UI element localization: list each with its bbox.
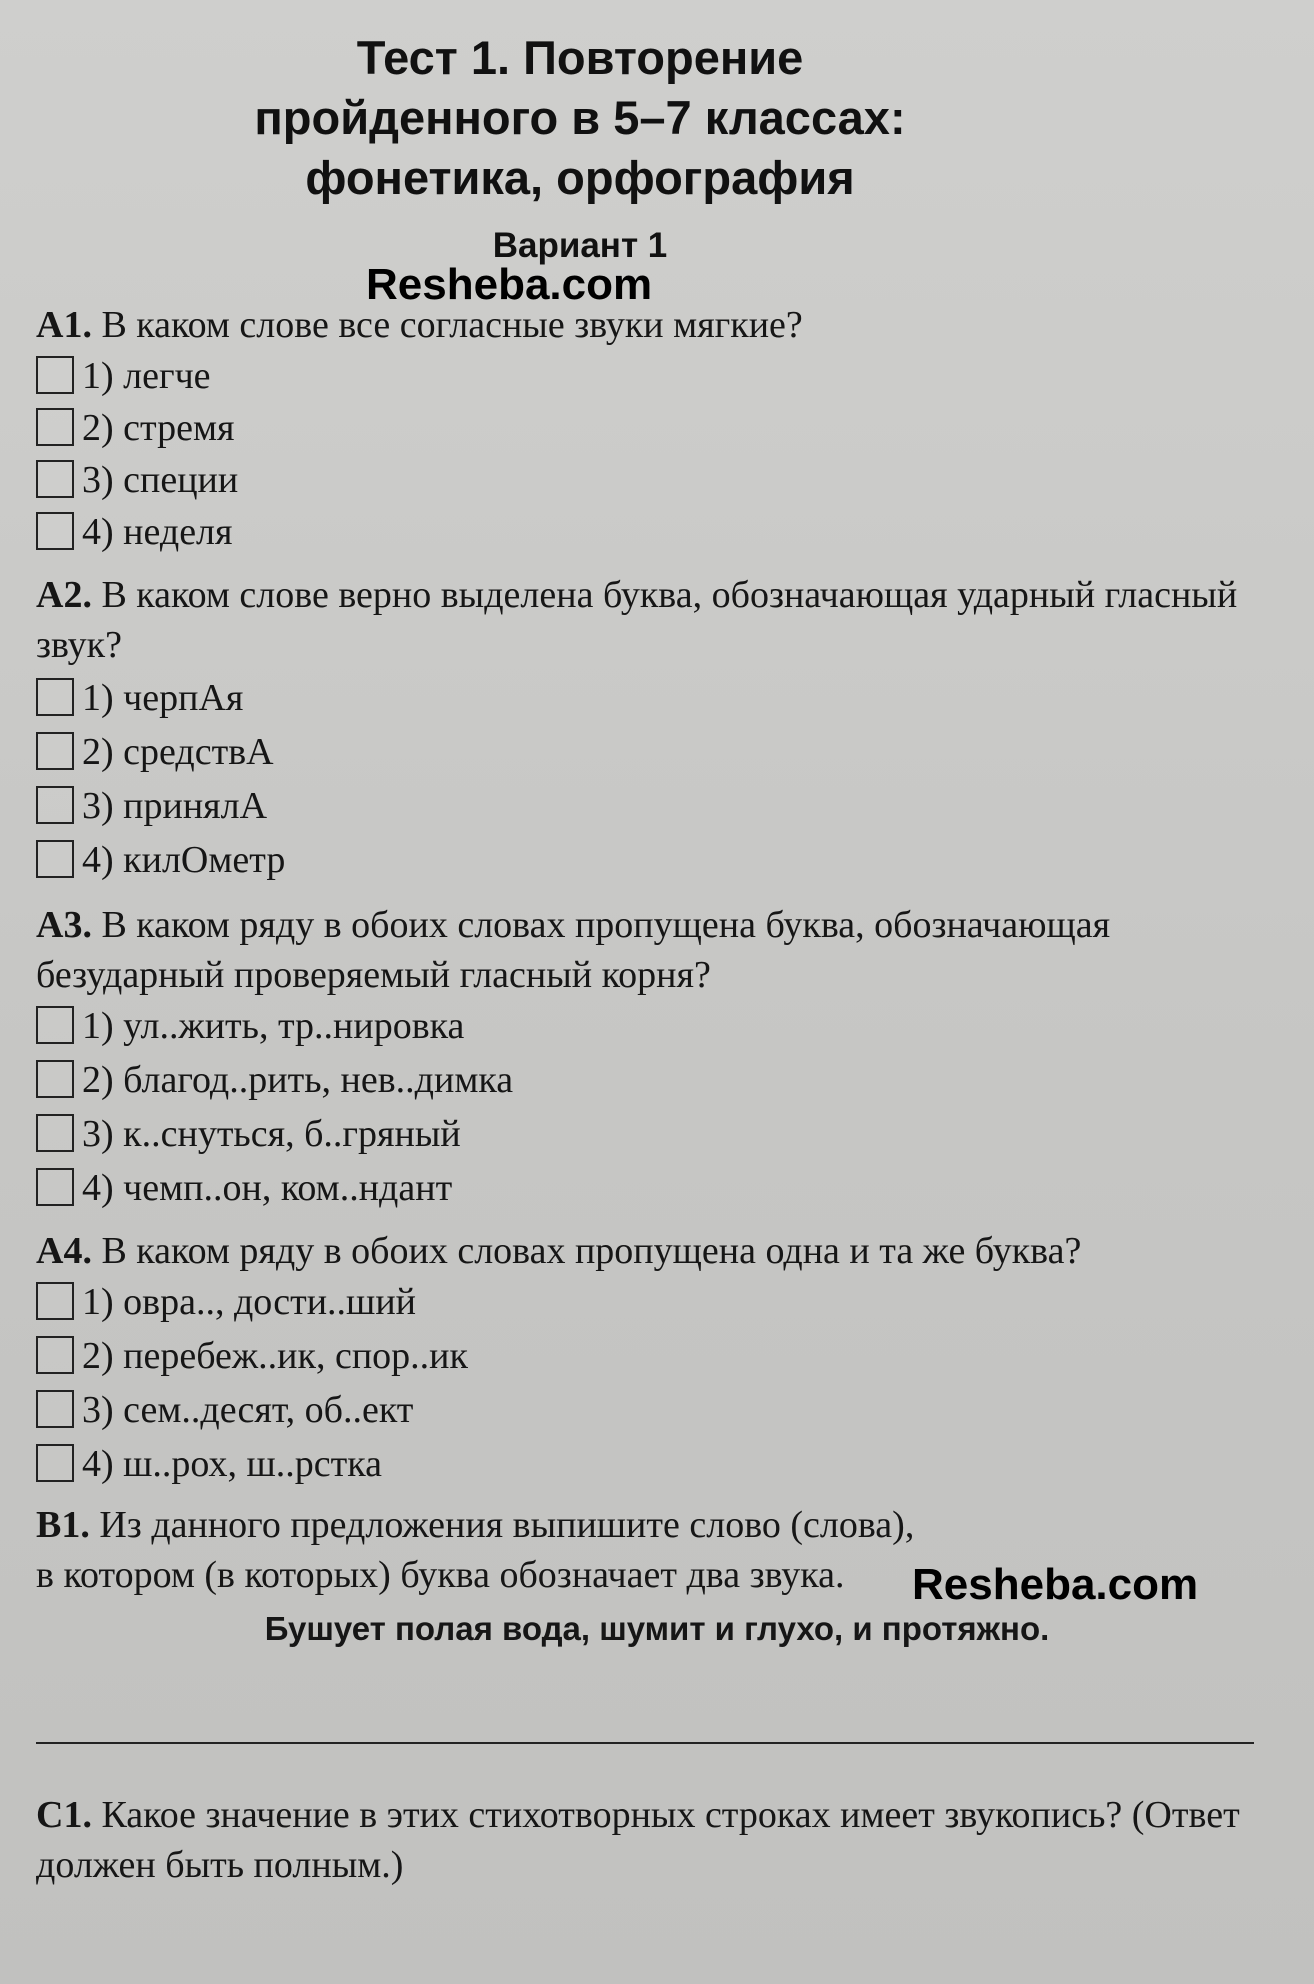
option-label: 3) к..снуться, б..гряный [82,1113,461,1155]
option-a4-1[interactable] [36,1280,416,1324]
option-label: 4) ш..рох, ш..рстка [82,1443,382,1485]
question-b1 [36,1500,916,1600]
option-label: 1) ул..жить, тр..нировка [82,1005,465,1047]
question-c1 [36,1790,1261,1890]
option-label: 2) средствА [82,731,274,773]
question-text: Из данного предложения выпишите слово (слова), в котором (в которых) буква обозначает два звука. [36,1504,915,1596]
option-label: 2) перебеж..ик, спор..ик [82,1335,468,1377]
question-a2 [36,570,1261,670]
checkbox[interactable] [36,732,74,770]
option-label: 2) благод..рить, нев..димка [82,1059,514,1101]
option-a3-4[interactable] [36,1166,452,1210]
checkbox[interactable] [36,408,74,446]
question-number: А2. [36,574,92,616]
checkbox[interactable] [36,512,74,550]
option-a3-2[interactable] [36,1058,513,1102]
question-text: В каком слове верно выделена буква, обозначающая ударный гласный звук? [36,574,1238,666]
option-label: 2) стремя [82,407,235,449]
checkbox[interactable] [36,1444,74,1482]
option-label: 1) овра.., дости..ший [82,1281,416,1323]
title-line-2: пройденного в 5–7 классах: [254,91,906,144]
option-a3-3[interactable] [36,1112,461,1156]
option-a2-3[interactable] [36,784,267,828]
question-text: В каком слове все согласные звуки мягкие? [101,304,803,346]
answer-line[interactable] [36,1742,1254,1744]
option-label: 4) неделя [82,511,233,553]
option-a1-3[interactable] [36,458,238,502]
option-a4-4[interactable] [36,1442,382,1486]
option-a1-2[interactable] [36,406,234,450]
checkbox[interactable] [36,786,74,824]
option-a2-4[interactable] [36,838,285,882]
question-number: С1. [36,1794,92,1836]
checkbox[interactable] [36,1390,74,1428]
option-a4-2[interactable] [36,1334,468,1378]
question-a3 [36,900,1261,1000]
question-a4 [36,1226,1261,1276]
option-label: 3) принялА [82,785,268,827]
option-a2-1[interactable] [36,676,243,720]
question-number: В1. [36,1504,90,1546]
title-line-3: фонетика, орфография [305,151,855,204]
option-label: 1) легче [82,355,211,397]
page-title [0,28,1160,208]
question-text: В каком ряду в обоих словах пропущена одна и та же буква? [101,1230,1082,1272]
option-a4-3[interactable] [36,1388,413,1432]
checkbox[interactable] [36,1114,74,1152]
title-line-1: Тест 1. Повторение [356,31,804,84]
option-label: 4) чемп..он, ком..ндант [82,1167,453,1209]
watermark-top: Resheba.com [366,260,653,309]
question-number: А4. [36,1230,92,1272]
option-label: 4) килОметр [82,839,286,881]
option-a1-1[interactable] [36,354,211,398]
option-a3-1[interactable] [36,1004,464,1048]
checkbox[interactable] [36,460,74,498]
checkbox[interactable] [36,1282,74,1320]
question-number: А1. [36,304,92,346]
checkbox[interactable] [36,678,74,716]
option-label: 3) специи [82,459,239,501]
question-text: Какое значение в этих стихотворных строках имеет звукопись? (Ответ должен быть полным.) [36,1794,1240,1886]
question-a1 [36,300,1261,350]
checkbox[interactable] [36,1336,74,1374]
option-label: 3) сем..десят, об..ект [82,1389,414,1431]
option-label: 1) черпАя [82,677,244,719]
checkbox[interactable] [36,1168,74,1206]
variant-heading: Вариант 1 [492,226,668,265]
b1-sentence: Бушует полая вода, шумит и глухо, и протяжно. [264,1610,1050,1647]
option-a1-4[interactable] [36,510,233,554]
watermark-bottom: Resheba.com [912,1560,1199,1609]
checkbox[interactable] [36,840,74,878]
checkbox[interactable] [36,1060,74,1098]
option-a2-2[interactable] [36,730,274,774]
question-text: В каком ряду в обоих словах пропущена буква, обозначающая безударный проверяемый гласный корня? [36,904,1111,996]
checkbox[interactable] [36,1006,74,1044]
checkbox[interactable] [36,356,74,394]
question-number: А3. [36,904,92,946]
